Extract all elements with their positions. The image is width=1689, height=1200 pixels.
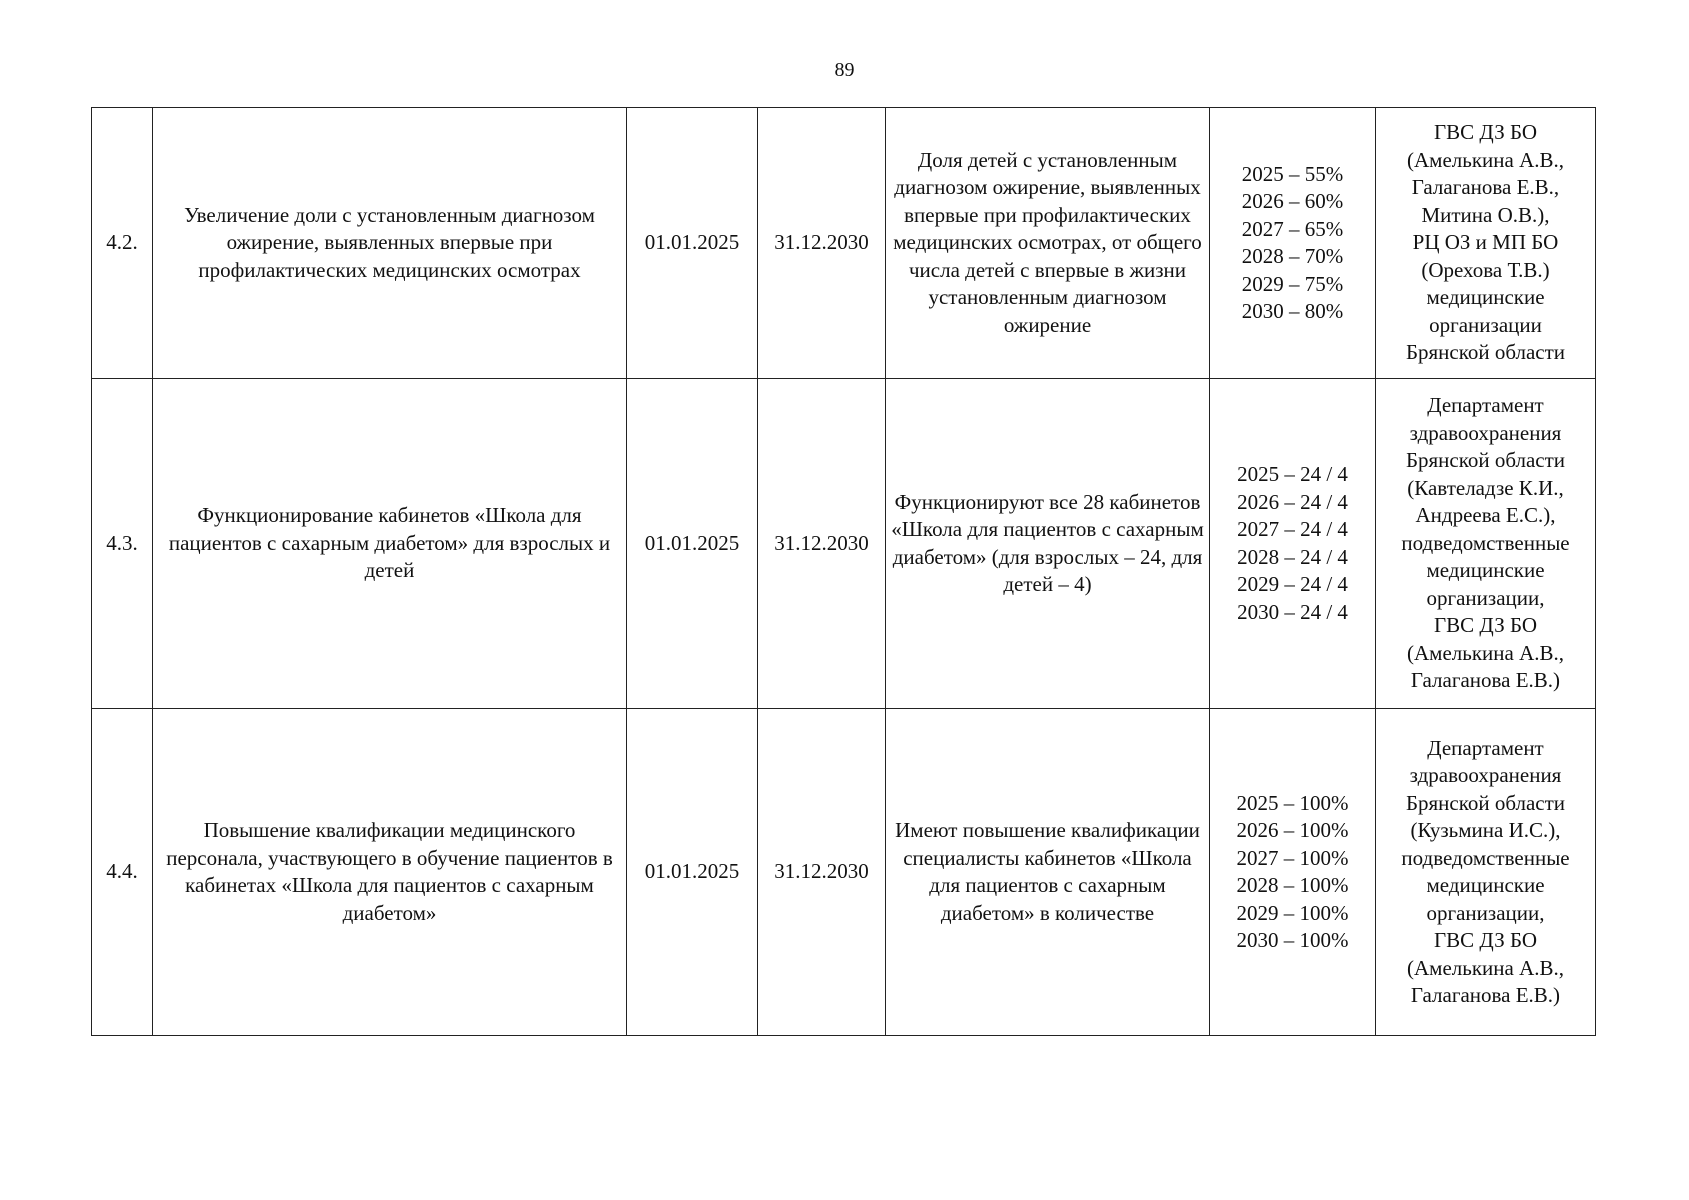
indicator-text: Доля детей с установленным диагнозом ожирение, выявленных впервые при профилактических медицинских осмотрах, от общего числа детей с впервые в жизни установленным диагнозом ожирение	[893, 147, 1202, 337]
target-value: 2030 – 80%	[1241, 299, 1344, 323]
responsible-line: медицинские	[1426, 873, 1545, 897]
target-value: 2029 – 75%	[1241, 271, 1344, 296]
page-number: 89	[834, 59, 855, 81]
target-value: 2028 – 100%	[1236, 873, 1349, 897]
row-number: 4.3.	[92, 379, 153, 709]
responsible-line: медицинские	[1426, 285, 1545, 310]
activity-title	[153, 379, 627, 709]
target-value: 2026 – 100%	[1236, 818, 1349, 842]
responsible-line: (Амелькина А.В.,	[1407, 640, 1564, 665]
start-date: 01.01.2025	[627, 379, 758, 709]
responsible-line: (Кавтеладзе К.И.,	[1407, 475, 1564, 500]
target-values	[1210, 379, 1376, 709]
responsible-line: здравоохранения	[1409, 420, 1562, 445]
responsible	[1376, 108, 1596, 379]
activity-title	[153, 108, 627, 379]
responsible-line: Галаганова Е.В.,	[1411, 175, 1560, 200]
responsible-line: здравоохранения	[1409, 763, 1562, 787]
responsible-line: Галаганова Е.В.)	[1410, 668, 1561, 693]
responsible-line: Брянской области	[1405, 448, 1566, 473]
target-value: 2030 – 24 / 4	[1237, 599, 1348, 624]
table-row	[92, 108, 1596, 379]
end-date: 31.12.2030	[758, 379, 886, 709]
target-value: 2026 – 60%	[1241, 189, 1344, 213]
end-date: 31.12.2030	[758, 709, 886, 1036]
target-value: 2027 – 65%	[1241, 216, 1344, 241]
target-value: 2027 – 100%	[1236, 845, 1349, 870]
responsible-line: организации,	[1426, 900, 1545, 925]
indicator-text: Функционируют все 28 кабинетов «Школа для пациентов с сахарным диабетом» (для взрослых – 24, для детей – 4)	[891, 489, 1204, 596]
activity-title-text: Увеличение доли с установленным диагнозом ожирение, выявленных впервые при профилактических медицинских осмотрах	[184, 202, 595, 282]
start-date: 01.01.2025	[627, 108, 758, 379]
responsible-line: организации,	[1426, 585, 1545, 610]
responsible-line: Митина О.В.),	[1421, 202, 1550, 227]
responsible-line: Департамент	[1427, 393, 1544, 418]
indicator-text: Имеют повышение квалификации специалисты кабинетов «Школа для пациентов с сахарным диабетом» в количестве	[895, 818, 1200, 925]
responsible-line: (Амелькина А.В.,	[1407, 955, 1564, 980]
target-value: 2029 – 100%	[1236, 900, 1349, 925]
responsible	[1376, 379, 1596, 709]
responsible-line: Галаганова Е.В.)	[1410, 983, 1561, 1007]
responsible-line: (Орехова Т.В.)	[1421, 257, 1550, 282]
row-number: 4.2.	[92, 108, 153, 379]
target-value: 2030 – 100%	[1236, 928, 1349, 952]
table-row	[92, 379, 1596, 709]
target-value: 2025 – 100%	[1236, 790, 1349, 815]
start-date: 01.01.2025	[627, 709, 758, 1036]
target-values	[1210, 709, 1376, 1036]
table-row	[92, 709, 1596, 1036]
responsible-line: ГВС ДЗ БО	[1433, 613, 1538, 638]
responsible-line: (Кузьмина И.С.),	[1410, 818, 1561, 842]
row-number: 4.4.	[92, 709, 153, 1036]
target-values	[1210, 108, 1376, 379]
responsible-line: РЦ ОЗ и МП БО	[1412, 230, 1559, 255]
target-value: 2029 – 24 / 4	[1237, 572, 1348, 596]
activities-table	[91, 107, 1596, 1036]
responsible-line: Брянской области	[1405, 790, 1566, 815]
activity-title-text: Функционирование кабинетов «Школа для пациентов с сахарным диабетом» для взрослых и детей	[168, 503, 611, 583]
target-value: 2027 – 24 / 4	[1237, 517, 1348, 541]
responsible-line: подведомственные	[1401, 530, 1570, 555]
indicator	[886, 709, 1210, 1036]
responsible-line: организации	[1429, 312, 1542, 337]
end-date: 31.12.2030	[758, 108, 886, 379]
target-value: 2026 – 24 / 4	[1237, 489, 1348, 514]
target-value: 2028 – 24 / 4	[1237, 544, 1348, 569]
target-value: 2025 – 55%	[1241, 161, 1344, 186]
activity-title-text: Повышение квалификации медицинского персонала, участвующего в обучение пациентов в кабинетах «Школа для пациентов с сахарным диабетом»	[166, 818, 613, 925]
responsible-line: ГВС ДЗ БО	[1433, 120, 1538, 145]
responsible-line: (Амелькина А.В.,	[1407, 147, 1564, 172]
indicator	[886, 108, 1210, 379]
target-value: 2025 – 24 / 4	[1237, 462, 1348, 486]
responsible-line: подведомственные	[1401, 845, 1570, 870]
responsible-line: Андреева Е.С.),	[1415, 503, 1556, 528]
indicator	[886, 379, 1210, 709]
target-value: 2028 – 70%	[1241, 244, 1344, 268]
responsible-line: медицинские	[1426, 558, 1545, 583]
responsible-line: ГВС ДЗ БО	[1433, 928, 1538, 952]
responsible-line: Брянской области	[1405, 340, 1566, 365]
activity-title	[153, 709, 627, 1036]
responsible-line: Департамент	[1427, 735, 1544, 760]
responsible	[1376, 709, 1596, 1036]
